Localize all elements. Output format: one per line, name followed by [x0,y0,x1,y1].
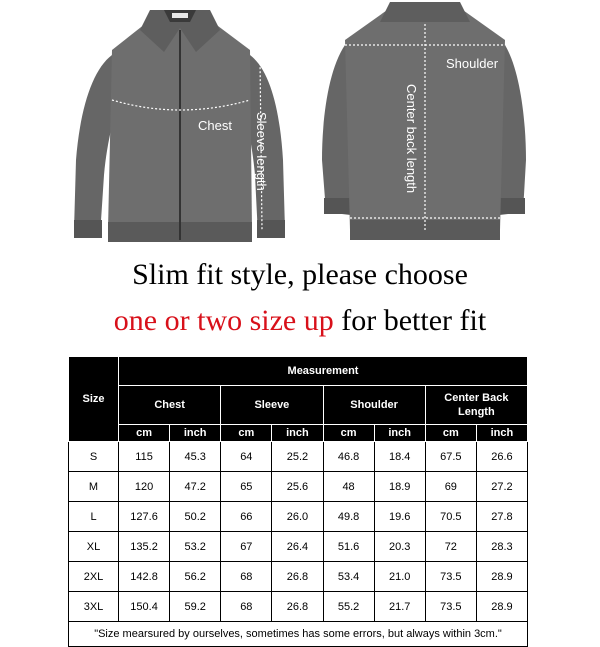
measurement-cell: 28.3 [476,532,527,562]
measurement-cell: 150.4 [119,592,170,622]
table-row [69,562,528,592]
measurement-cell: 21.7 [374,592,425,622]
size-up-highlight: one or two size up [113,304,334,337]
measurement-cell: 53.4 [323,562,374,592]
measurement-cell: 25.2 [272,442,323,472]
size-cell: XL [69,532,119,562]
measurement-cell: 51.6 [323,532,374,562]
unit-header: cm [425,425,476,442]
measurement-cell: 59.2 [170,592,221,622]
measurement-cell: 65 [221,472,272,502]
jacket-illustrations [0,0,600,250]
measurement-cell: 20.3 [374,532,425,562]
unit-header: cm [119,425,170,442]
measurement-cell: 120 [119,472,170,502]
center-back-length-column-header: Center Back Length [425,386,527,425]
table-row [69,532,528,562]
measurement-cell: 69 [425,472,476,502]
shoulder-measure-label: Shoulder [446,56,499,71]
measurement-cell: 64 [221,442,272,472]
measurement-cell: 26.6 [476,442,527,472]
measurement-note: "Size mearsured by ourselves, sometimes has some errors, but always within 3cm." [69,622,528,647]
sleeve-column-header: Sleeve [221,386,323,425]
measurement-cell: 27.2 [476,472,527,502]
measurement-cell: 47.2 [170,472,221,502]
unit-header: cm [221,425,272,442]
measurement-cell: 45.3 [170,442,221,472]
chest-measure-label: Chest [198,118,232,133]
measurement-cell: 66 [221,502,272,532]
measurement-cell: 26.8 [272,592,323,622]
measurement-cell: 72 [425,532,476,562]
size-cell: 2XL [69,562,119,592]
measurement-cell: 55.2 [323,592,374,622]
measurement-cell: 135.2 [119,532,170,562]
unit-header: cm [323,425,374,442]
table-row [69,502,528,532]
measurement-cell: 18.4 [374,442,425,472]
measurement-cell: 26.8 [272,562,323,592]
jacket-back-image [322,2,526,240]
measurement-cell: 68 [221,562,272,592]
table-row [69,592,528,622]
measurement-cell: 21.0 [374,562,425,592]
fit-advice-line-2 [0,304,600,338]
center-back-length-measure-label: Center back length [404,84,419,194]
size-cell: M [69,472,119,502]
size-chart-table [68,356,528,647]
measurement-cell: 142.8 [119,562,170,592]
measurement-header: Measurement [119,357,528,386]
unit-header: inch [272,425,323,442]
measurement-cell: 56.2 [170,562,221,592]
measurement-cell: 27.8 [476,502,527,532]
product-images [0,0,600,250]
measurement-cell: 25.6 [272,472,323,502]
fit-advice-line-1: Slim fit style, please choose [132,258,468,291]
table-row [69,442,528,472]
measurement-cell: 115 [119,442,170,472]
measurement-cell: 53.2 [170,532,221,562]
measurement-cell: 50.2 [170,502,221,532]
measurement-cell: 28.9 [476,592,527,622]
measurement-cell: 127.6 [119,502,170,532]
table-row [69,472,528,502]
fit-advice-line-2-rest: for better fit [333,304,487,337]
measurement-cell: 28.9 [476,562,527,592]
chest-column-header: Chest [119,386,221,425]
measurement-cell: 67 [221,532,272,562]
shoulder-column-header: Shoulder [323,386,425,425]
size-cell: S [69,442,119,472]
measurement-cell: 26.0 [272,502,323,532]
size-rows [69,442,528,622]
sleeve-length-measure-label: Sleeve length [254,112,269,191]
measurement-cell: 26.4 [272,532,323,562]
unit-header: inch [476,425,527,442]
measurement-cell: 70.5 [425,502,476,532]
measurement-cell: 68 [221,592,272,622]
measurement-cell: 49.8 [323,502,374,532]
measurement-cell: 48 [323,472,374,502]
measurement-cell: 67.5 [425,442,476,472]
measurement-cell: 19.6 [374,502,425,532]
size-cell: 3XL [69,592,119,622]
size-cell: L [69,502,119,532]
size-column-header: Size [69,357,119,442]
measurement-cell: 73.5 [425,592,476,622]
measurement-cell: 46.8 [323,442,374,472]
unit-header: inch [374,425,425,442]
measurement-cell: 18.9 [374,472,425,502]
measurement-cell: 73.5 [425,562,476,592]
unit-header: inch [170,425,221,442]
